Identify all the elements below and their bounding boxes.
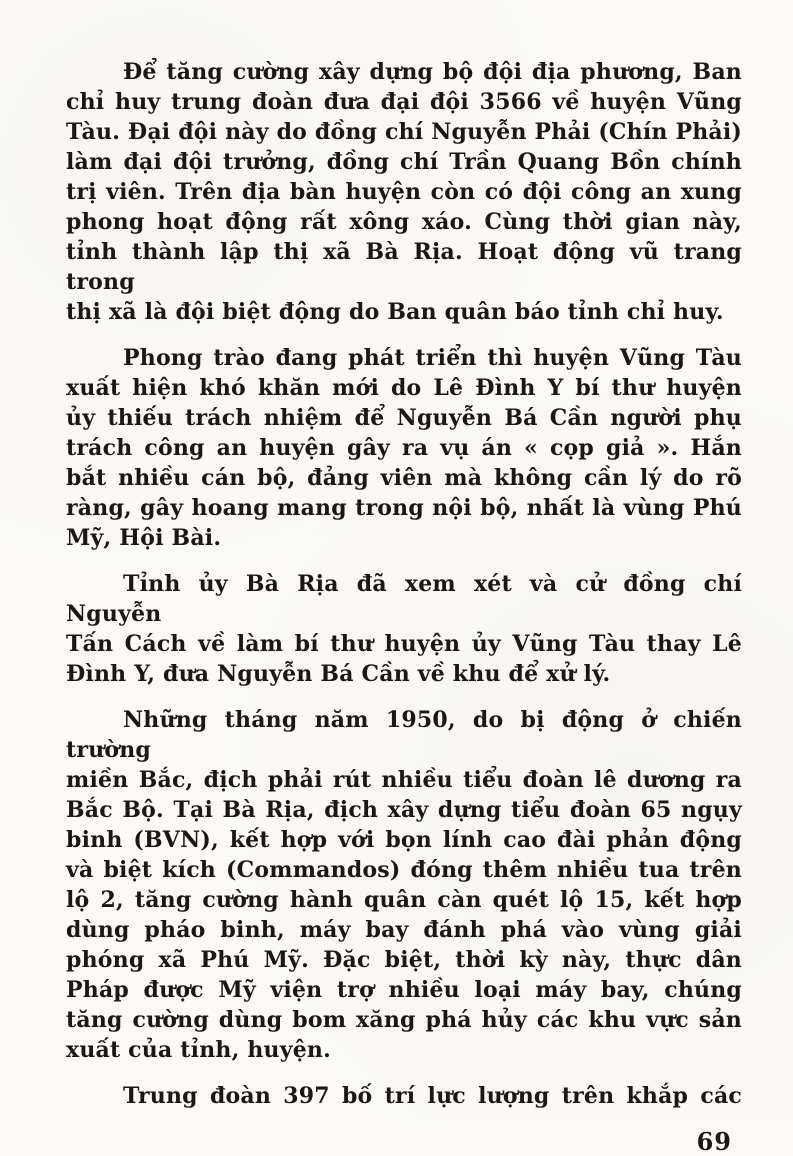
text-line: lộ 2, tăng cường hành quân càn quét lộ 15, kết hợp: [66, 887, 742, 913]
text-line: thị xã là đội biệt động do Ban quân báo tỉnh chỉ huy.: [66, 299, 724, 325]
text-line: Đình Y, đưa Nguyễn Bá Cần về khu để xử lý.: [66, 661, 611, 687]
text-line: Tấn Cách về làm bí thư huyện ủy Vũng Tàu thay Lê: [66, 631, 742, 657]
page-text: [66, 57, 742, 1111]
text-line: Trung đoàn 397 bố trí lực lượng trên khắp các: [123, 1083, 742, 1109]
text-line: Tỉnh ủy Bà Rịa đã xem xét và cử đồng chí Nguyễn: [66, 571, 742, 627]
text-line: ủy thiếu trách nhiệm để Nguyễn Bá Cần người phụ: [66, 405, 742, 431]
text-line: làm đại đội trưởng, đồng chí Trần Quang Bồn chính: [66, 149, 742, 175]
text-line: tăng cường dùng bom xăng phá hủy các khu vực sản: [66, 1007, 742, 1033]
text-line: bắt nhiều cán bộ, đảng viên mà không cần lý do rõ: [66, 465, 742, 491]
paragraph: [66, 705, 742, 1065]
text-line: phóng xã Phú Mỹ. Đặc biệt, thời kỳ này, thực dân: [66, 947, 742, 973]
paragraph: [66, 1081, 742, 1111]
text-line: trị viên. Trên địa bàn huyện còn có đội công an xung: [66, 179, 742, 205]
text-line: Tàu. Đại đội này do đồng chí Nguyễn Phải (Chín Phải): [66, 119, 743, 145]
text-line: chỉ huy trung đoàn đưa đại đội 3566 về huyện Vũng: [66, 89, 742, 115]
text-line: Bắc Bộ. Tại Bà Rịa, địch xây dựng tiểu đoàn 65 ngụy: [66, 797, 742, 823]
text-line: Để tăng cường xây dựng bộ đội địa phương, Ban: [123, 59, 742, 85]
text-line: binh (BVN), kết hợp với bọn lính cao đài phản động: [66, 827, 742, 853]
text-line: xuất hiện khó khăn mới do Lê Đình Y bí thư huyện: [66, 375, 742, 401]
paragraph: [66, 569, 742, 689]
paragraph: [66, 343, 742, 553]
text-line: Pháp được Mỹ viện trợ nhiều loại máy bay, chúng: [66, 977, 742, 1003]
paragraph: [66, 57, 742, 327]
text-line: ràng, gây hoang mang trong nội bộ, nhất là vùng Phú: [66, 495, 742, 521]
text-line: Phong trào đang phát triển thì huyện Vũng Tàu: [123, 345, 742, 371]
text-line: dùng pháo binh, máy bay đánh phá vào vùng giải: [66, 917, 742, 943]
text-line: phong hoạt động rất xông xáo. Cùng thời gian này,: [66, 209, 742, 235]
text-line: Mỹ, Hội Bài.: [66, 525, 222, 551]
text-line: Những tháng năm 1950, do bị động ở chiến trường: [66, 707, 742, 763]
text-line: miền Bắc, địch phải rút nhiều tiểu đoàn lê dương ra: [66, 767, 742, 793]
text-line: tỉnh thành lập thị xã Bà Rịa. Hoạt động vũ trang trong: [66, 239, 742, 295]
text-line: xuất của tỉnh, huyện.: [66, 1037, 331, 1063]
text-line: và biệt kích (Commandos) đóng thêm nhiều tua trên: [66, 857, 742, 883]
text-line: trách công an huyện gây ra vụ án « cọp giả ». Hắn: [66, 435, 742, 461]
page-number: 69: [696, 1127, 732, 1156]
